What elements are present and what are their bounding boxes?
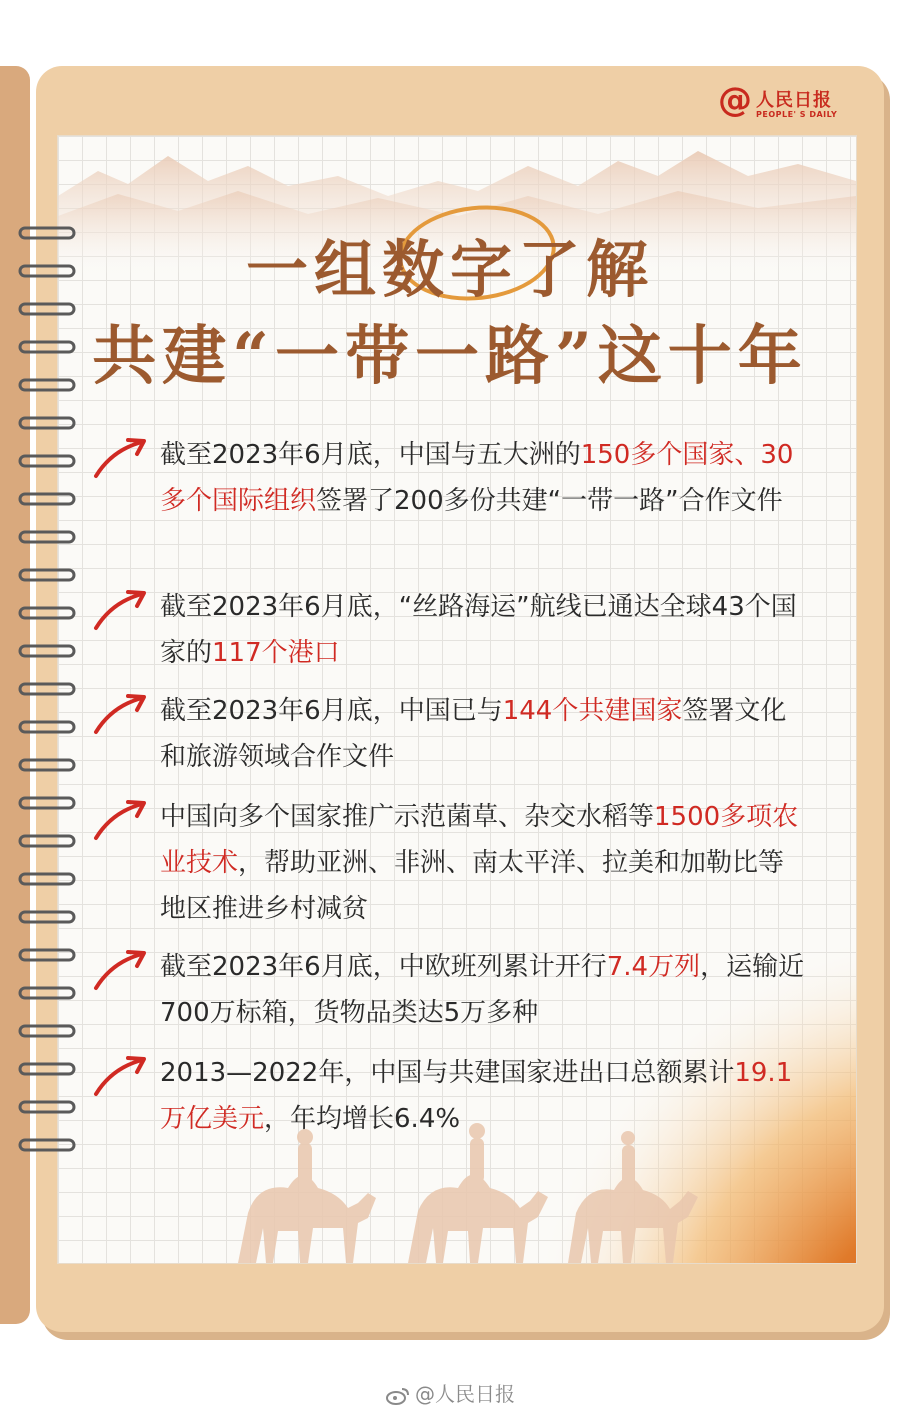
item-text-segment: 截至2023年6月底，中国与五大洲的 [160, 440, 581, 470]
page-title-line-2: 共建“一带一路”这十年 [92, 319, 808, 394]
item-text [160, 1050, 810, 1142]
spiral-ring [18, 640, 76, 662]
spiral-ring [18, 526, 76, 548]
item-highlight: 150多个国家、30多个国际组织 [160, 440, 794, 516]
item-text [160, 688, 810, 780]
spiral-ring [18, 906, 76, 928]
item-text-segment: ，年均增长6.4% [264, 1104, 461, 1134]
item-text-segment: 签署文化和旅游领域合作文件 [160, 696, 787, 772]
spiral-ring [18, 868, 76, 890]
arrow-icon [92, 588, 148, 632]
spiral-ring [18, 678, 76, 700]
spiral-ring [18, 792, 76, 814]
watermark-text: @人民日报 [415, 1382, 515, 1406]
spiral-ring [18, 716, 76, 738]
spiral-ring [18, 488, 76, 510]
spiral-ring [18, 412, 76, 434]
spiral-ring [18, 830, 76, 852]
item-text [160, 944, 810, 1036]
arrow-icon [92, 798, 148, 842]
item-text-segment: 截至2023年6月底，中国已与 [160, 696, 503, 726]
item-text-segment: 截至2023年6月底，“丝路海运”航线已通达全球43个国家的 [160, 592, 797, 668]
spiral-ring [18, 944, 76, 966]
spiral-ring [18, 1096, 76, 1118]
arrow-icon [92, 692, 148, 736]
spiral-ring [18, 602, 76, 624]
spiral-ring [18, 754, 76, 776]
peoples-daily-logo [718, 82, 858, 126]
spiral-ring [18, 1058, 76, 1080]
item-text-segment: 中国向多个国家推广示范菌草、杂交水稻等 [160, 802, 655, 832]
item-highlight: 117个港口 [212, 638, 340, 668]
item-text [160, 584, 810, 676]
item-text-segment: 签署了200多份共建“一带一路”合作文件 [316, 486, 783, 516]
item-highlight: 144个共建国家 [502, 696, 683, 726]
item-text [160, 794, 810, 932]
arrow-icon [92, 948, 148, 992]
item-text-segment: ，帮助亚洲、非洲、南太平洋、拉美和加勒比等地区推进乡村减贫 [160, 848, 785, 924]
page-title-line-1: 一组数字了解 [245, 233, 654, 306]
arrow-icon [92, 1054, 148, 1098]
spiral-ring [18, 1020, 76, 1042]
item-highlight: 7.4万列 [606, 952, 701, 982]
item-highlight: 1500多项农业技术 [160, 802, 799, 878]
logo-at-symbol: @ [718, 80, 752, 120]
spiral-ring [18, 450, 76, 472]
arrow-icon [92, 436, 148, 480]
weibo-watermark [0, 1378, 900, 1407]
item-text-segment: ，运输近700万标箱，货物品类达5万多种 [160, 952, 805, 1028]
spiral-ring [18, 564, 76, 586]
logo-subtitle: PEOPLE' S DAILY [756, 110, 838, 119]
spiral-ring [18, 1134, 76, 1156]
spiral-ring [18, 982, 76, 1004]
item-text [160, 432, 810, 524]
item-highlight: 19.1万亿美元 [160, 1058, 793, 1134]
weibo-icon [385, 1386, 411, 1406]
item-text-segment: 截至2023年6月底，中欧班列累计开行 [160, 952, 607, 982]
logo-name: 人民日报 [756, 90, 832, 111]
item-text-segment: 2013—2022年，中国与共建国家进出口总额累计 [160, 1058, 735, 1088]
